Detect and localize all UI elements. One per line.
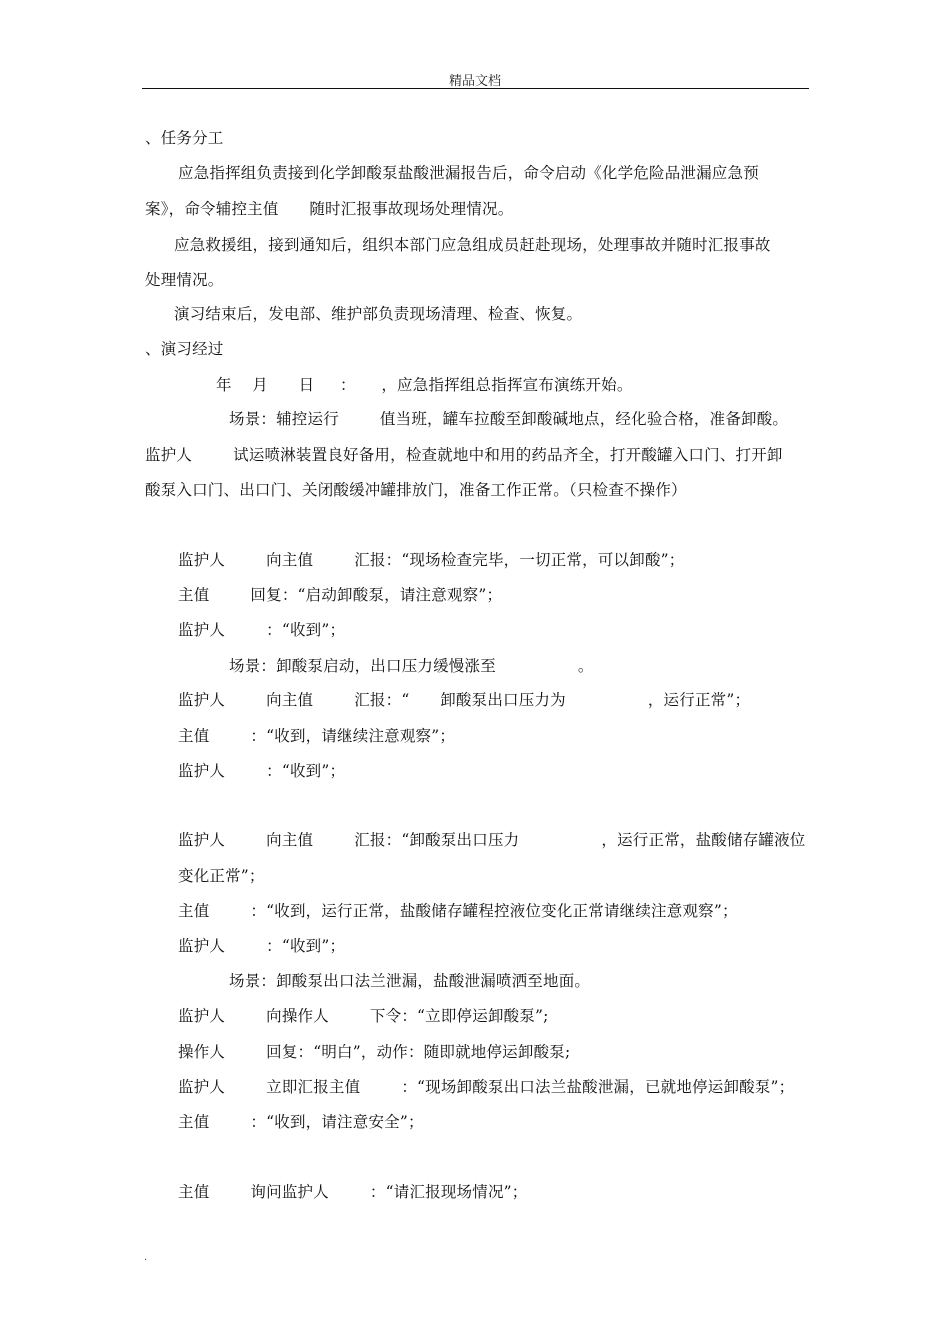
- paragraph-line: 应急救援组，接到通知后，组织本部门应急组成员赶赴现场，处理事故并随时汇报事故: [174, 236, 771, 254]
- paragraph-line: 年 月 日 ： ，应急指挥组总指挥宣布演练开始。: [216, 376, 633, 394]
- paragraph-line: 监护人 试运喷淋装置良好备用，检查就地中和用的药品齐全，打开酸罐入口门、打开卸: [145, 446, 783, 464]
- paragraph-line: 演习结束后，发电部、维护部负责现场清理、检查、恢复。: [174, 305, 583, 323]
- dialogue-line: 主值 ：“收到，运行正常，盐酸储存罐程控液位变化正常请继续注意观察”；: [178, 902, 738, 920]
- dialogue-line: 主值 回复：“启动卸酸泵，请注意观察”；: [178, 586, 503, 604]
- paragraph-line: 处理情况。: [145, 271, 224, 289]
- dialogue-line: 监护人 ：“收到”；: [178, 762, 346, 780]
- paragraph-line: 案》，命令辅控主值 随时汇报事故现场处理情况。: [145, 200, 514, 218]
- dialogue-line: 变化正常”；: [178, 867, 265, 885]
- dialogue-line: 监护人 向操作人 下令：“立即停运卸酸泵”;: [178, 1007, 549, 1025]
- dialogue-line: 主值 ：“收到，请继续注意观察”；: [178, 727, 456, 745]
- scene-line: 场景：卸酸泵出口法兰泄漏，盐酸泄漏喷洒至地面。: [229, 972, 591, 990]
- paragraph-line: 应急指挥组负责接到化学卸酸泵盐酸泄漏报告后，命令启动《化学危险品泄漏应急预: [178, 164, 759, 182]
- dialogue-line: 监护人 立即汇报主值 ：“现场卸酸泵出口法兰盐酸泄漏，已就地停运卸酸泵”；: [178, 1078, 795, 1096]
- page-header-title: 精品文档: [448, 74, 501, 89]
- dialogue-line: 监护人 向主值 汇报：“现场检查完毕，一切正常，可以卸酸”；: [178, 551, 685, 569]
- dialogue-line: 监护人 ：“收到”；: [178, 621, 346, 639]
- scene-line: 场景：卸酸泵启动，出口压力缓慢涨至 。: [229, 657, 594, 675]
- scene-line: 场景：辅控运行 值当班，罐车拉酸至卸酸碱地点，经化验合格，准备卸酸。: [229, 410, 789, 428]
- dialogue-line: 监护人 ：“收到”；: [178, 937, 346, 955]
- dialogue-line: 操作人 回复：“明白”，动作：随即就地停运卸酸泵;: [178, 1043, 571, 1061]
- footer-mark: .: [144, 1252, 148, 1263]
- section-heading-drill-process: 、演习经过: [145, 340, 224, 358]
- section-heading-task-division: 、任务分工: [145, 129, 224, 147]
- header-divider: [142, 88, 809, 89]
- dialogue-line: 监护人 向主值 汇报：“ 卸酸泵出口压力为 ，运行正常”；: [178, 691, 751, 709]
- dialogue-line: 监护人 向主值 汇报：“卸酸泵出口压力 ，运行正常，盐酸储存罐液位: [178, 831, 806, 849]
- dialogue-line: 主值 ：“收到，请注意安全”；: [178, 1113, 424, 1131]
- dialogue-line: 主值 询问监护人 ：“请汇报现场情况”；: [178, 1183, 528, 1201]
- paragraph-line: 酸泵入口门、出口门、关闭酸缓冲罐排放门，准备工作正常。（只检查不操作）: [145, 481, 687, 499]
